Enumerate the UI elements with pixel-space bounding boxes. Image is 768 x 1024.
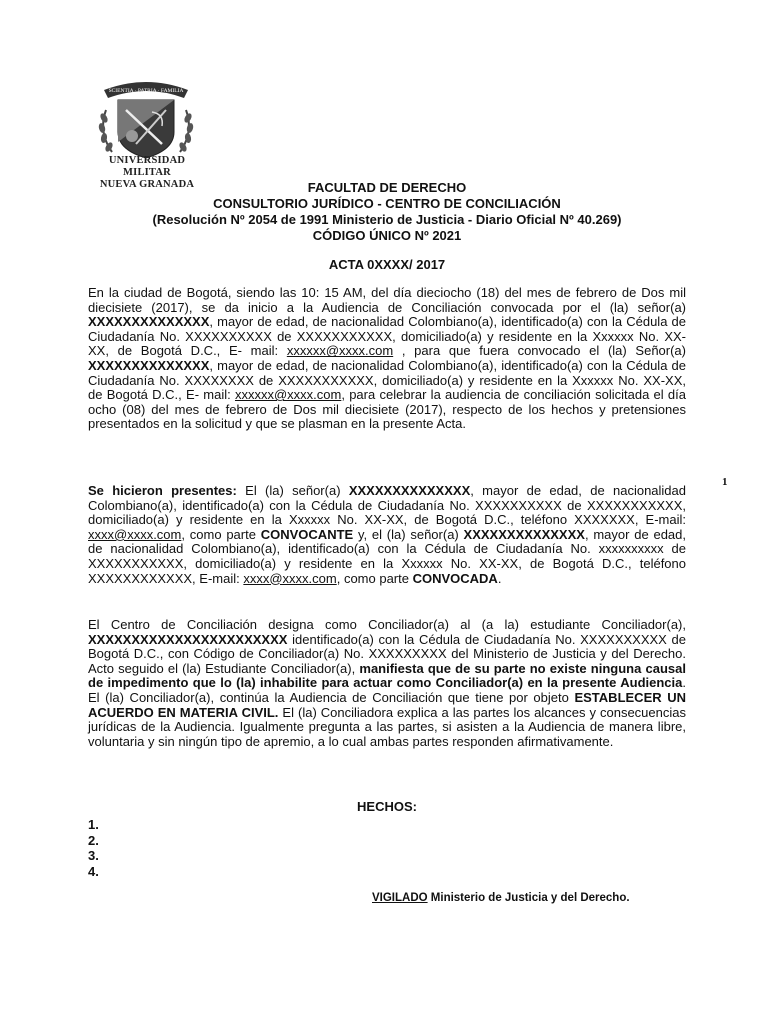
- p2-text-3: , como parte: [181, 526, 261, 542]
- p3-impediment-statement: manifiesta que de su parte no existe ninguna causal de impedimento que lo (la) inhabilite para actuar como Conciliador(a) en la presente Audiencia: [88, 660, 686, 691]
- p2-convocante-name: XXXXXXXXXXXXXX: [348, 483, 471, 498]
- hechos-item-2: 2.: [88, 832, 99, 848]
- p2-convocante-label: CONVOCANTE: [260, 526, 354, 542]
- p1-convocante-name: XXXXXXXXXXXXXX: [88, 314, 210, 330]
- p2-text-6: , como parte: [336, 570, 413, 586]
- p2-heading: Se hicieron presentes:: [88, 483, 237, 498]
- hechos-item-1: 1.: [88, 817, 99, 832]
- p1-text-4: , mayor de edad, de nacionalidad Colombiano(a), identificado(a) con la Cédula de Ciudadanía No. XXXXXXXX de XXXXXXXXXXX, domiciliado(a) y residente en la Xxxxxx No. XX-XX, de Bogotá D.C., E- mail:: [88, 357, 686, 403]
- footer-vigilado-label: VIGILADO: [372, 892, 428, 904]
- p2-text-5: , mayor de edad, de nacionalidad Colombiano(a), identificado(a) con la Cédula de Ciudadanía No. xxxxxxxxxx de XXXXXXXXXXX, domiciliado(a) y residente en la Xxxxxx No. XX-XX, de Bogotá D.C., teléfono XXXXXXXXXXXX, E-mail:: [88, 526, 687, 586]
- footer-ministry: Ministerio de Justicia y del Derecho.: [427, 892, 630, 904]
- university-name-line2: NUEVA GRANADA: [99, 179, 195, 190]
- p1-email-1[interactable]: xxxxxx@xxxx.com: [286, 343, 394, 359]
- header-code: CÓDIGO ÚNICO Nº 2021: [312, 228, 462, 243]
- p2-email-2[interactable]: xxxx@xxxx.com: [243, 570, 337, 586]
- acta-title: ACTA 0XXXX/ 2017: [328, 257, 446, 272]
- paragraph-parties: [88, 484, 686, 586]
- p2-text-4: y, el (la) señor(a): [353, 526, 464, 542]
- university-name-line1: UNIVERSIDAD MILITAR: [108, 155, 186, 178]
- hechos-title: HECHOS:: [357, 799, 417, 814]
- p2-text-2: , mayor de edad, de nacionalidad Colombiano(a), identificado(a) con la Cédula de Ciudadanía No. XXXXXXXXXX de XXXXXXXXXXX, domiciliado(a) y residente en la Xxxxxx No. XX-XX, de Bogotá D.C., teléfono XXXXXXX, E-mail:: [88, 483, 686, 528]
- footer-vigilado: [372, 892, 630, 904]
- p3-text-3: . El (la) Conciliador(a), continúa la Audiencia de Conciliación que tiene por objeto: [88, 675, 686, 705]
- p1-convocado-name: XXXXXXXXXXXXXX: [88, 357, 210, 373]
- p3-text-4: El (la) Conciliadora explica a las partes los alcances y consecuencias jurídicas de la Audiencia. Igualmente pregunta a las partes, si asisten a la Audiencia de manera libre, voluntaria y sin ningún tipo de apremio, a lo cual ambas partes responden afirmativamente.: [88, 704, 686, 749]
- header-center: CONSULTORIO JURÍDICO - CENTRO DE CONCILIACIÓN: [213, 196, 561, 211]
- p1-text-2: , mayor de edad, de nacionalidad Colombiano(a), identificado(a) con la Cédula de Ciudadanía No. XXXXXXXXXX de XXXXXXXXXXX, domiciliado(a) y residente en la Xxxxxx No. XX-XX, de Bogotá D.C., E- mail:: [88, 314, 686, 359]
- paragraph-conciliator: [88, 618, 686, 749]
- page-number: 1: [722, 476, 728, 488]
- p2-email-1[interactable]: xxxx@xxxx.com: [88, 526, 182, 542]
- p3-text-1: El Centro de Conciliación designa como Conciliador(a) al (a la) estudiante Conciliador(a),: [88, 617, 686, 632]
- p1-text-3: , para que fuera convocado el (la) Señor(a): [393, 343, 686, 359]
- crest-motto: SCIENTIA · PATRIA · FAMILIA: [108, 88, 184, 94]
- document-header: [88, 180, 686, 244]
- p2-convocada-label: CONVOCADA: [412, 570, 498, 586]
- header-faculty: FACULTAD DE DERECHO: [307, 180, 467, 195]
- hechos-list: [88, 817, 99, 879]
- hechos-item-3: 3.: [88, 848, 99, 863]
- paragraph-opening: [88, 286, 686, 432]
- p2-text-7: .: [497, 570, 502, 586]
- p2-convocado-name: XXXXXXXXXXXXXX: [463, 526, 585, 542]
- p1-text-5: , para celebrar la audiencia de conciliación solicitada el día ocho (08) del mes de febrero de Dos mil diecisiete (2017), respecto de los hechos y pretensiones presentados en la solicitud y que se plasman en la presente Acta.: [88, 387, 686, 432]
- header-resolution: (Resolución Nº 2054 de 1991 Ministerio de Justicia - Diario Oficial Nº 40.269): [152, 212, 622, 227]
- p3-text-2: identificado(a) con la Cédula de Ciudadanía No. XXXXXXXXXX de Bogotá D.C., con Código de Conciliador(a) No. XXXXXXXXX del Ministerio de Justicia y del Derecho. Acto seguido el (la) Estudiante Conciliador(a),: [88, 631, 686, 676]
- p1-email-2[interactable]: xxxxxx@xxxx.com: [234, 387, 342, 403]
- p3-conciliator-name: XXXXXXXXXXXXXXXXXXXXXXX: [88, 631, 288, 647]
- p1-text-1: En la ciudad de Bogotá, siendo las 10: 15 AM, del día dieciocho (18) del mes de febrero de Dos mil diecisiete (2017), se da inicio a la Audiencia de Conciliación convocada por el (la) señor(a): [88, 285, 686, 315]
- p3-objective: ESTABLECER UN ACUERDO EN MATERIA CIVIL.: [88, 689, 687, 720]
- p2-text-1: El (la) señor(a): [236, 483, 349, 498]
- hechos-item-4: 4.: [88, 863, 99, 879]
